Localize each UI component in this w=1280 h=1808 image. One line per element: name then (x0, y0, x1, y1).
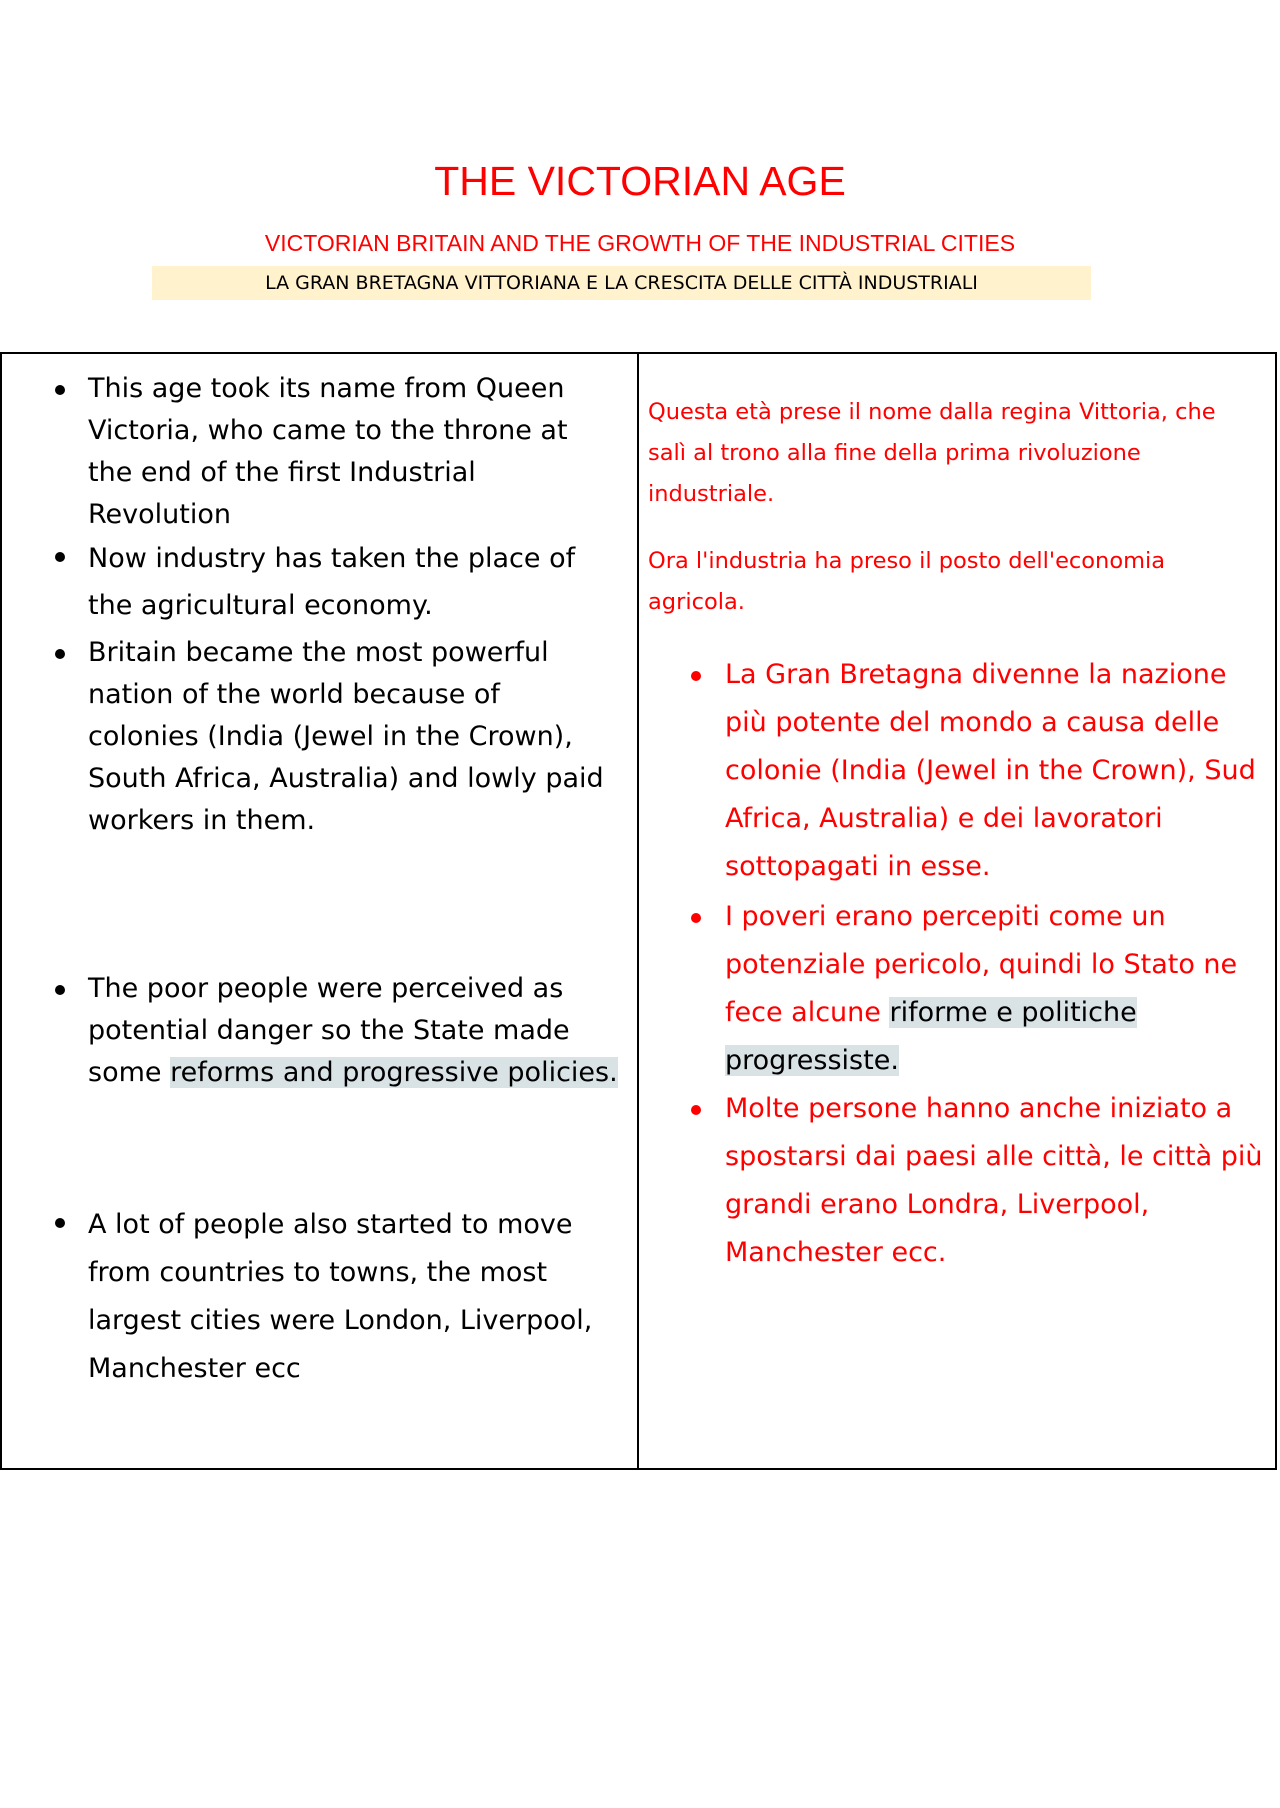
italian-highlight-reforms: riforme e politiche progressiste. (725, 997, 1137, 1076)
english-item-name-origin: This age took its name from Queen Victoria, who came to the throne at the end of the first Industrial Revolution (88, 368, 618, 536)
subtitle-italian: LA GRAN BRETAGNA VITTORIANA E LA CRESCITA DELLE CITTÀ INDUSTRIALI (152, 266, 1091, 300)
page-title: THE VICTORIAN AGE (434, 158, 846, 204)
italian-item-reforms (725, 893, 1265, 1085)
english-item-colonies: Britain became the most powerful nation of the world because of colonies (India (Jewel in the Crown), South Africa, Australia) and lowly paid workers in them. (88, 632, 618, 842)
english-item-industry: Now industry has taken the place of the agricultural economy. (88, 535, 618, 629)
english-highlight-reforms: reforms and progressive policies. (170, 1057, 618, 1088)
english-item-reforms (88, 968, 618, 1094)
english-item-migration: A lot of people also started to move from countries to towns, the most largest cities were London, Liverpool, Manchester ecc (88, 1201, 618, 1393)
italian-item-colonies: La Gran Bretagna divenne la nazione più potente del mondo a causa delle colonie (India (Jewel in the Crown), Sud Africa, Australia) e dei lavoratori sottopagati in esse. (725, 651, 1265, 891)
italian-para-industry: Ora l'industria ha preso il posto dell'economia agricola. (648, 548, 1166, 615)
italian-item-reforms-text: I poveri erano percepiti come un potenziale pericolo, quindi lo Stato ne fece alcune (725, 901, 1238, 1028)
subtitle-english: VICTORIAN BRITAIN AND THE GROWTH OF THE INDUSTRIAL CITIES (264, 230, 1016, 256)
italian-item-migration: Molte persone hanno anche iniziato a spostarsi dai paesi alle città, le città più grandi erano Londra, Liverpool, Manchester ecc. (725, 1085, 1265, 1277)
english-item-reforms-text: The poor people were perceived as potential danger so the State made some (88, 973, 570, 1088)
italian-para-name-origin: Questa età prese il nome dalla regina Vittoria, che salì al trono alla fine della prima rivoluzione industriale. (648, 399, 1216, 507)
column-divider (637, 352, 639, 1470)
